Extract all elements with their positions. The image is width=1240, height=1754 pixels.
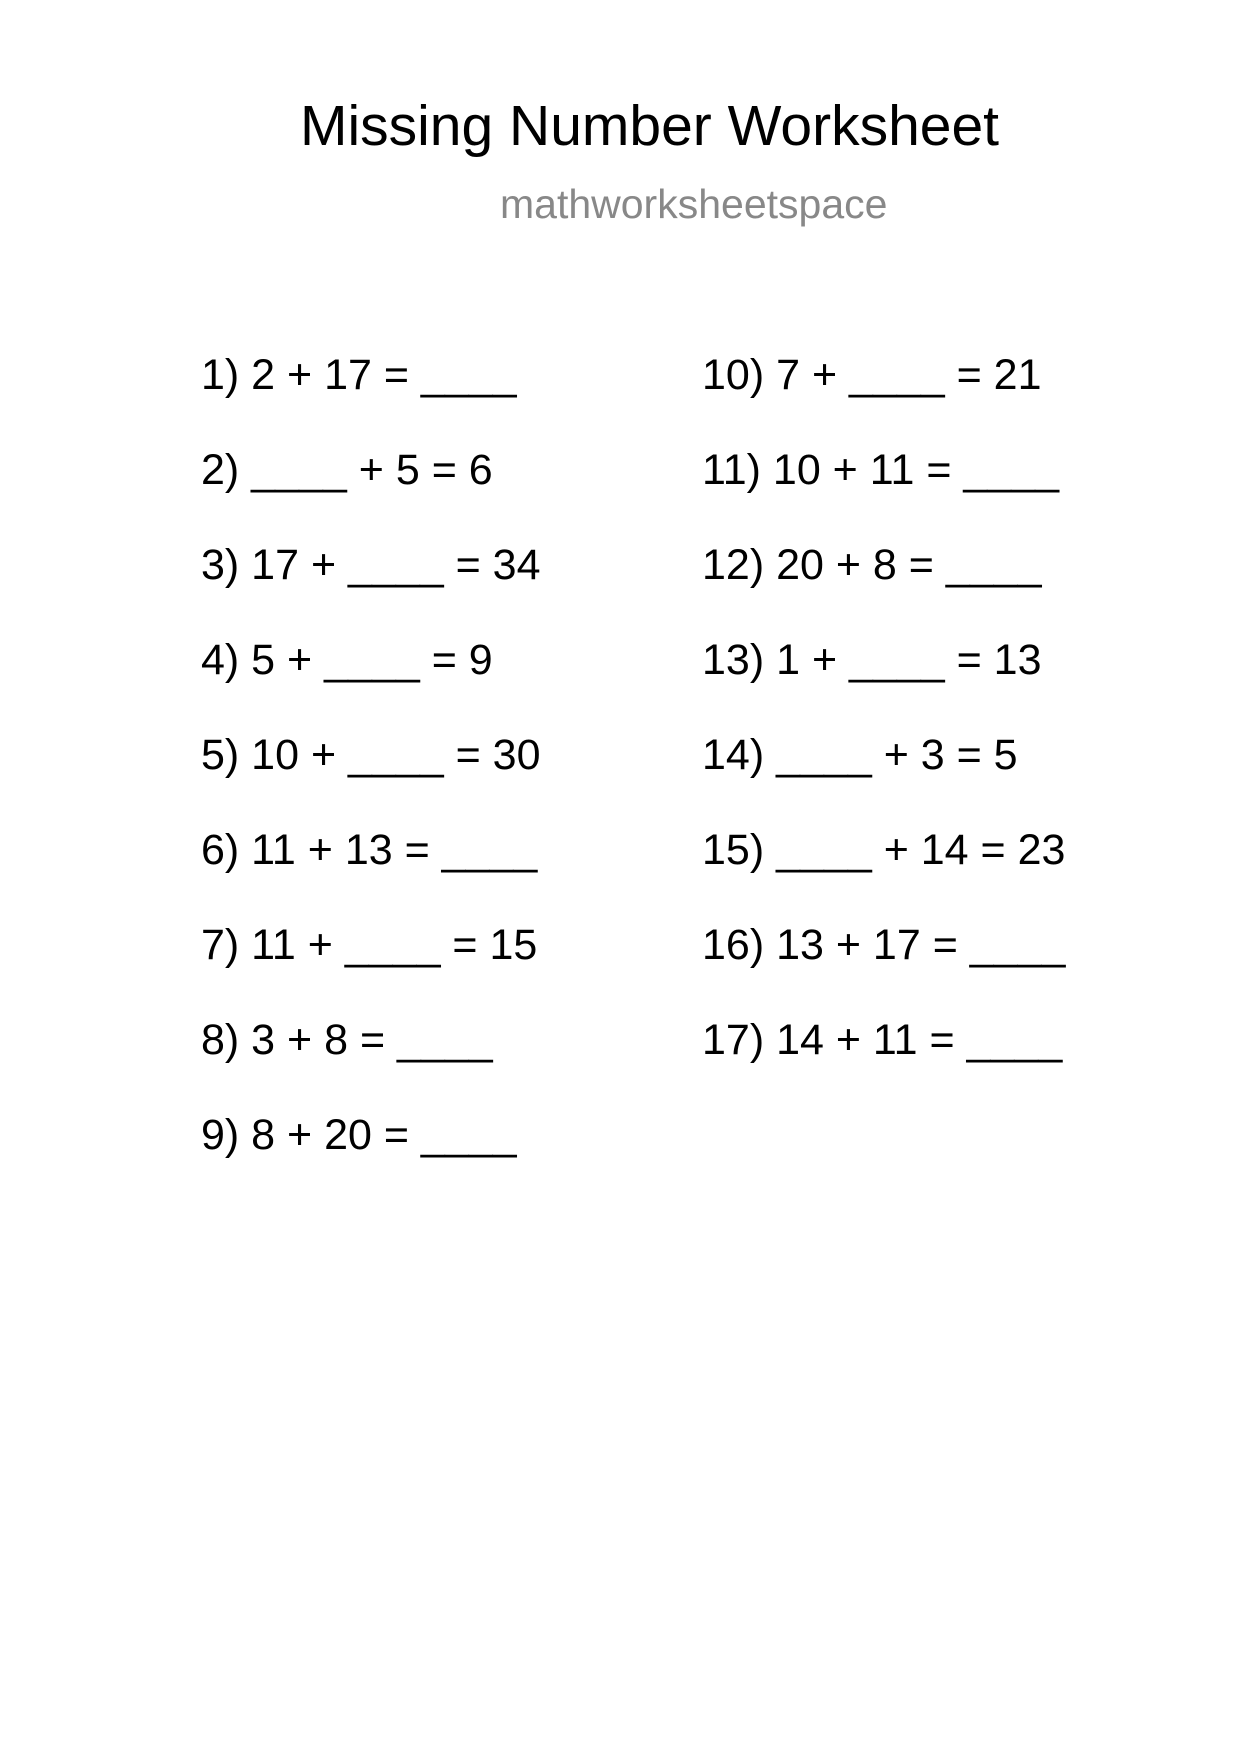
problem-9: 9) 8 + 20 = ____	[201, 1111, 517, 1159]
problem-5: 5) 10 + ____ = 30	[201, 731, 541, 779]
problems-column-right	[702, 351, 1066, 1114]
problem-10: 10) 7 + ____ = 21	[702, 351, 1042, 399]
problem-8: 8) 3 + 8 = ____	[201, 1016, 493, 1064]
problem-1: 1) 2 + 17 = ____	[201, 351, 517, 399]
problem-16: 16) 13 + 17 = ____	[702, 921, 1066, 969]
problem-4: 4) 5 + ____ = 9	[201, 636, 493, 684]
problem-6: 6) 11 + 13 = ____	[201, 826, 538, 874]
problem-2: 2) ____ + 5 = 6	[201, 446, 493, 494]
problem-17: 17) 14 + 11 = ____	[702, 1016, 1063, 1064]
problem-7: 7) 11 + ____ = 15	[201, 921, 538, 969]
worksheet-title: Missing Number Worksheet	[300, 94, 1000, 158]
problem-12: 12) 20 + 8 = ____	[702, 541, 1042, 589]
problem-14: 14) ____ + 3 = 5	[702, 731, 1018, 779]
problem-15: 15) ____ + 14 = 23	[702, 826, 1066, 874]
problem-13: 13) 1 + ____ = 13	[702, 636, 1042, 684]
worksheet-subtitle: mathworksheetspace	[500, 181, 888, 227]
problem-11: 11) 10 + 11 = ____	[702, 446, 1060, 494]
problems-column-left	[201, 351, 541, 1209]
problem-3: 3) 17 + ____ = 34	[201, 541, 541, 589]
